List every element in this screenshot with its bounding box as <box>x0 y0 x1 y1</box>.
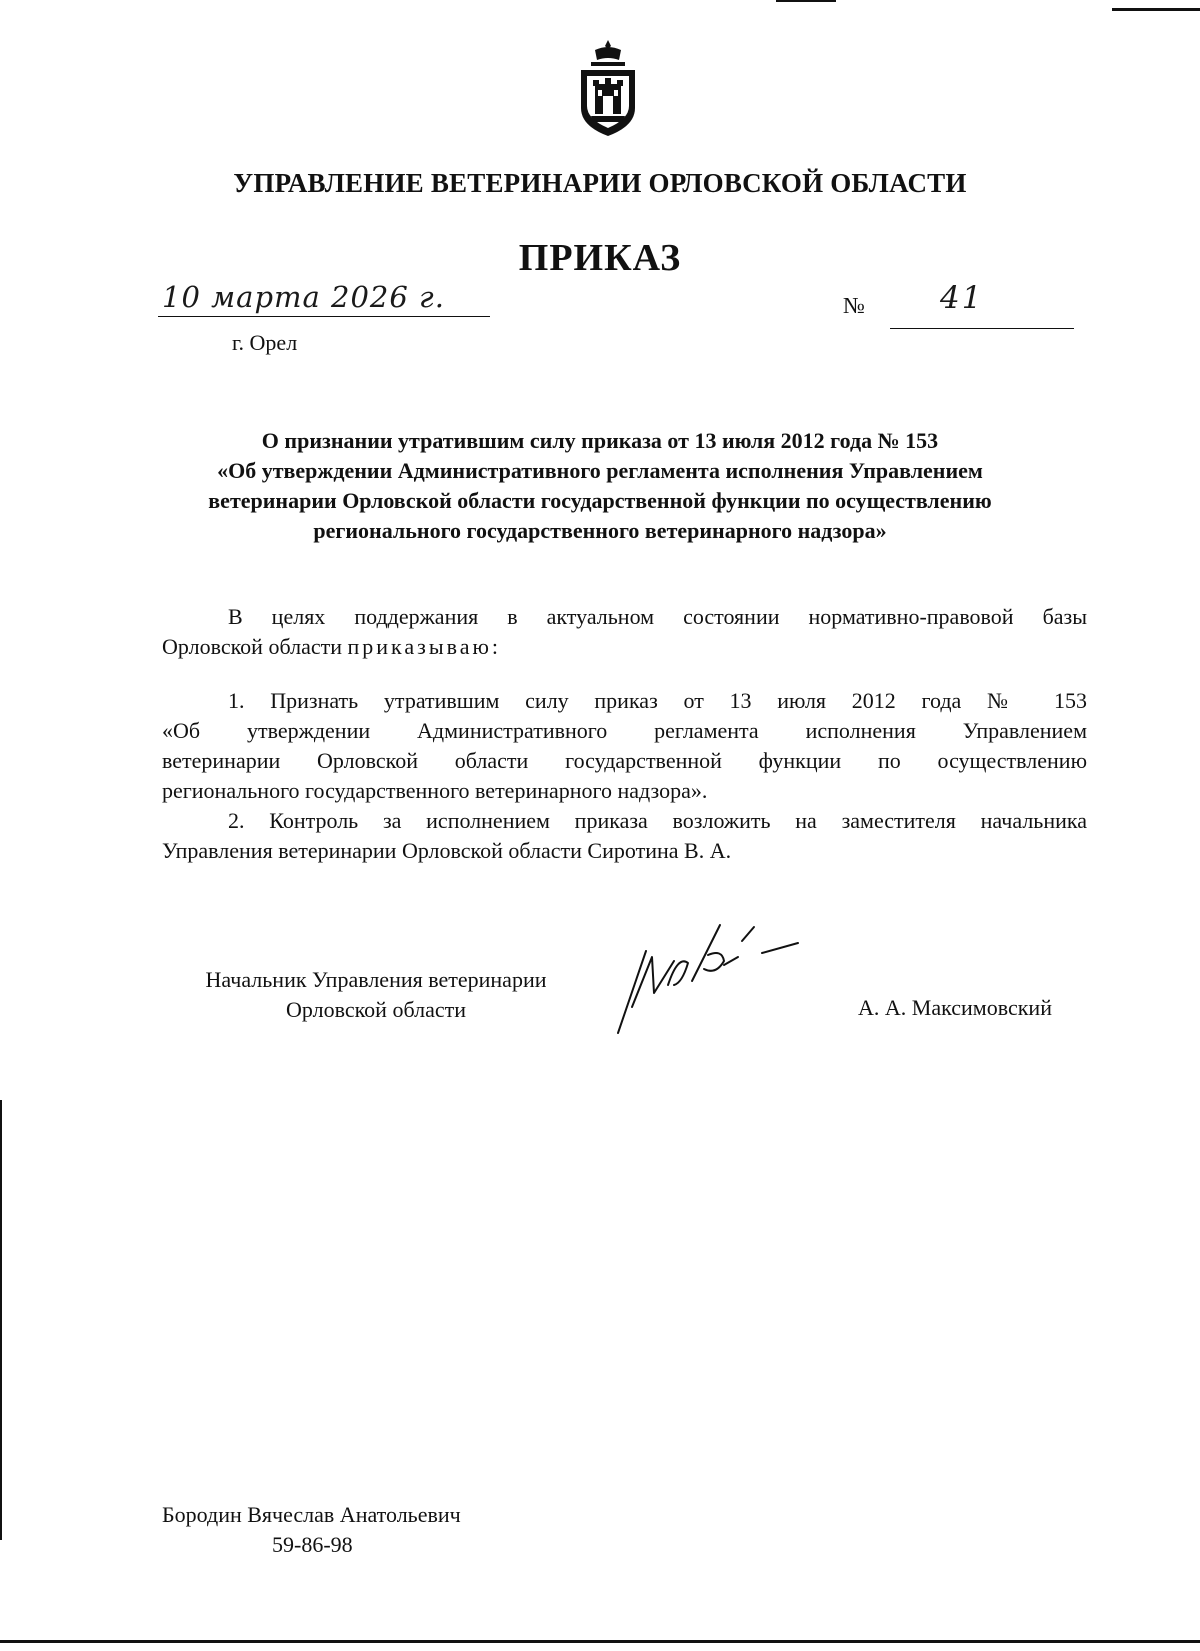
scan-edge-left <box>0 1100 2 1540</box>
executor-name: Бородин Вячеслав Анатольевич <box>162 1502 461 1527</box>
city-name: г. Орел <box>232 330 298 355</box>
position-line: Начальник Управления ветеринарии <box>205 967 547 992</box>
number-label: № <box>843 293 865 318</box>
signatory-name: А. А. Максимовский <box>858 995 1052 1020</box>
item-line: регионального государственного ветеринарного надзора». <box>162 778 708 803</box>
item-line: Управления ветеринарии Орловской области Сиротина В. А. <box>162 838 732 863</box>
scan-edge-top-center <box>776 0 836 2</box>
handwritten-date: 10 марта 2026 г. <box>162 280 445 314</box>
item-line: ветеринарии Орловской области государственной функции по осуществлению <box>162 748 1087 773</box>
coat-of-arms-icon <box>573 38 643 140</box>
title-line: ветеринарии Орловской области государственной функции по осуществлению <box>208 488 992 513</box>
item-line: 1. Признать утратившим силу приказ от 13 июля 2012 года № 153 <box>228 688 1087 713</box>
order-item-1 <box>162 686 1087 806</box>
preamble-line: В целях поддержания в актуальном состоянии нормативно-правовой базы <box>228 604 1087 629</box>
number-underline <box>890 328 1074 329</box>
preamble-text: Орловской области <box>162 634 342 659</box>
scan-edge-bottom <box>0 1640 1200 1643</box>
handwritten-signature <box>612 921 800 1041</box>
date-underline <box>158 316 490 317</box>
preamble-paragraph <box>162 602 1087 662</box>
order-keyword: приказываю: <box>347 634 502 659</box>
item-line: «Об утверждении Административного регламента исполнения Управлением <box>162 718 1087 743</box>
signatory-position <box>166 965 586 1025</box>
order-item-2 <box>162 806 1087 866</box>
position-line: Орловской области <box>286 997 466 1022</box>
title-line: «Об утверждении Административного регламента исполнения Управлением <box>217 458 983 483</box>
title-line: О признании утратившим силу приказа от 13 июля 2012 года № 153 <box>261 428 939 453</box>
item-line: 2. Контроль за исполнением приказа возложить на заместителя начальника <box>228 808 1087 833</box>
executor-block <box>162 1500 502 1560</box>
organization-name: УПРАВЛЕНИЕ ВЕТЕРИНАРИИ ОРЛОВСКОЙ ОБЛАСТИ <box>233 168 967 198</box>
title-line: регионального государственного ветеринарного надзора» <box>313 518 887 543</box>
executor-phone: 59-86-98 <box>272 1532 353 1557</box>
order-subject-title <box>150 426 1050 546</box>
document-type-title: ПРИКАЗ <box>518 237 682 279</box>
preamble-line <box>162 632 1087 662</box>
handwritten-number: 41 <box>940 280 984 316</box>
scan-edge-top-right <box>1112 8 1200 11</box>
